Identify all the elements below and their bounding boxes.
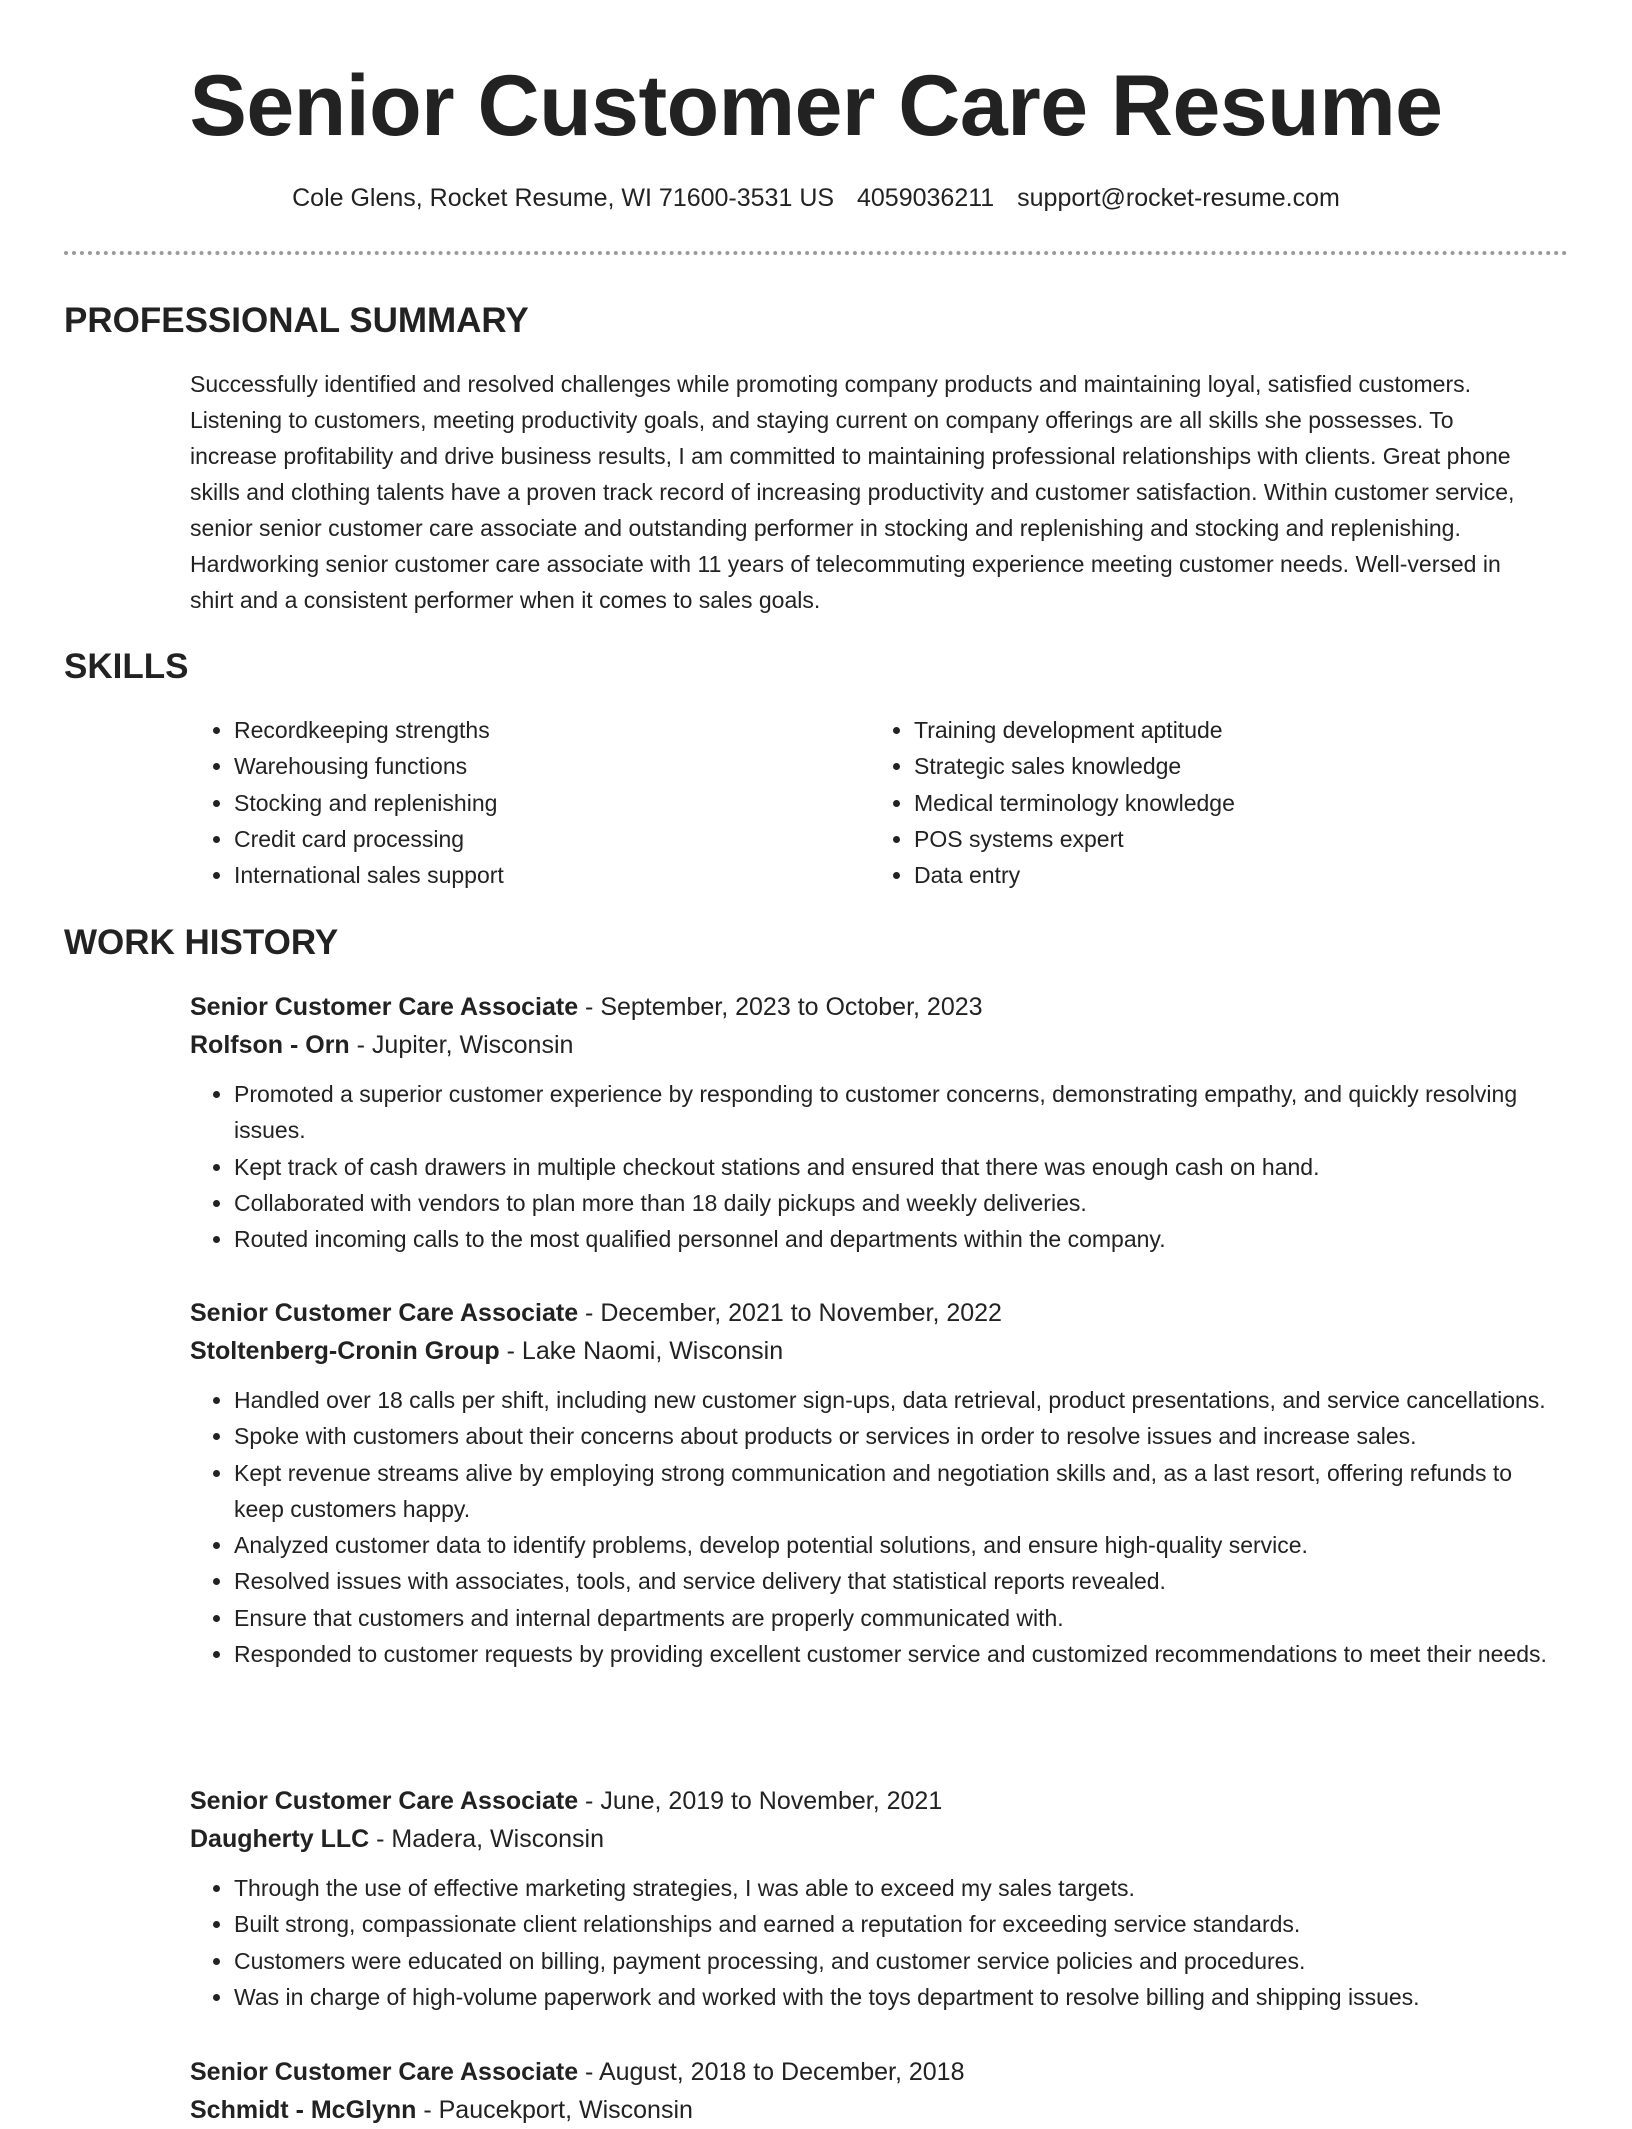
job-bullet: • Customers were educated on billing, payment processing, and customer service policies and procedures. bbox=[234, 1943, 1550, 1979]
skill-item: • Training development aptitude bbox=[914, 712, 1510, 748]
job-dates: - September, 2023 to October, 2023 bbox=[578, 993, 983, 1021]
job-bullet: • Ensure that customers and internal departments are properly communicated with. bbox=[234, 1600, 1550, 1636]
skill-item: • Warehousing functions bbox=[234, 748, 830, 784]
job-entry bbox=[190, 1782, 1550, 2015]
job-bullet: • Promoted a superior customer experience by responding to customer concerns, demonstrating empathy, and quickly resolving issues. bbox=[234, 1076, 1550, 1149]
skills-column-left bbox=[190, 712, 830, 893]
job-bullet: • Routed incoming calls to the most qualified personnel and departments within the company. bbox=[234, 1221, 1550, 1257]
job-company: Daugherty LLC bbox=[190, 1825, 370, 1853]
work-history-heading: WORK HISTORY bbox=[64, 923, 339, 962]
job-location: - Lake Naomi, Wisconsin bbox=[499, 1337, 784, 1365]
job-company: Rolfson - Orn bbox=[190, 1031, 350, 1059]
job-location: - Madera, Wisconsin bbox=[369, 1825, 604, 1853]
skill-item: • Stocking and replenishing bbox=[234, 785, 830, 821]
job-bullet: • Through the use of effective marketing strategies, I was able to exceed my sales targets. bbox=[234, 1870, 1550, 1906]
contact-email: support@rocket-resume.com bbox=[1017, 184, 1340, 212]
resume-title: Senior Customer Care Resume bbox=[189, 58, 1443, 154]
job-location: - Jupiter, Wisconsin bbox=[349, 1031, 574, 1059]
skill-item: • International sales support bbox=[234, 857, 830, 893]
job-company-line bbox=[190, 1820, 1550, 1858]
job-location: - Paucekport, Wisconsin bbox=[416, 2096, 693, 2124]
job-bullet: • Built strong, compassionate client relationships and earned a reputation for exceeding service standards. bbox=[234, 1906, 1550, 1942]
summary-heading: PROFESSIONAL SUMMARY bbox=[64, 301, 529, 340]
job-bullets bbox=[190, 1076, 1550, 1257]
skills-heading: SKILLS bbox=[64, 647, 189, 686]
job-bullet: • Kept track of cash drawers in multiple checkout stations and ensured that there was enough cash on hand. bbox=[234, 1149, 1550, 1185]
job-bullet: • Analyzed customer data to identify problems, develop potential solutions, and ensure high-quality service. bbox=[234, 1527, 1550, 1563]
job-company-line bbox=[190, 1026, 1550, 1064]
contact-address: Cole Glens, Rocket Resume, WI 71600-3531 US bbox=[292, 184, 835, 212]
job-bullet: • Kept revenue streams alive by employing strong communication and negotiation skills and, as a last resort, offering refunds to keep customers happy. bbox=[234, 1455, 1550, 1528]
job-bullet: • Collaborated with vendors to plan more than 18 daily pickups and weekly deliveries. bbox=[234, 1185, 1550, 1221]
job-dates: - June, 2019 to November, 2021 bbox=[578, 1787, 943, 1815]
job-bullets bbox=[190, 1382, 1550, 1672]
job-bullet: • Spoke with customers about their concerns about products or services in order to resolve issues and increase sales. bbox=[234, 1418, 1550, 1454]
skill-item: • Credit card processing bbox=[234, 821, 830, 857]
skills-column-right bbox=[870, 712, 1510, 893]
skills-list-left bbox=[190, 712, 830, 893]
job-entry bbox=[190, 2053, 1550, 2129]
job-title-line bbox=[190, 988, 1550, 1026]
skill-item: • Medical terminology knowledge bbox=[914, 785, 1510, 821]
job-bullets bbox=[190, 1870, 1550, 2015]
contact-phone: 4059036211 bbox=[857, 184, 995, 212]
job-title: Senior Customer Care Associate bbox=[190, 1787, 579, 1815]
job-company: Schmidt - McGlynn bbox=[190, 2096, 417, 2124]
job-bullet: • Resolved issues with associates, tools, and service delivery that statistical reports revealed. bbox=[234, 1563, 1550, 1599]
job-company-line bbox=[190, 1332, 1550, 1370]
job-company: Stoltenberg-Cronin Group bbox=[190, 1337, 500, 1365]
job-bullet: • Responded to customer requests by providing excellent customer service and customized recommendations to meet their needs. bbox=[234, 1636, 1550, 1672]
skill-item: • Recordkeeping strengths bbox=[234, 712, 830, 748]
job-title-line bbox=[190, 1782, 1550, 1820]
skill-item: • Data entry bbox=[914, 857, 1510, 893]
job-entry bbox=[190, 988, 1550, 1257]
job-dates: - December, 2021 to November, 2022 bbox=[578, 1299, 1002, 1327]
summary-text: Successfully identified and resolved challenges while promoting company products and maintaining loyal, satisfied customers. Listening to customers, meeting productivity goals, and staying current on company offerings are all skills she possesses. To increase profitability and drive business results, I am committed to maintaining professional relationships with clients. Great phone skills and clothing talents have a proven track record of increasing productivity and customer satisfaction. Within customer service, senior senior customer care associate and outstanding performer in stocking and replenishing and stocking and replenishing. Hardworking senior customer care associate with 11 years of telecommuting experience meeting customer needs. Well-versed in shirt and a consistent performer when it comes to sales goals. bbox=[190, 371, 1515, 613]
job-bullet: • Was in charge of high-volume paperwork and worked with the toys department to resolve billing and shipping issues. bbox=[234, 1979, 1550, 2015]
job-title-line bbox=[190, 2053, 1550, 2091]
contact-line bbox=[0, 180, 1632, 216]
job-title: Senior Customer Care Associate bbox=[190, 1299, 579, 1327]
job-bullet: • Handled over 18 calls per shift, including new customer sign-ups, data retrieval, product presentations, and service cancellations. bbox=[234, 1382, 1550, 1418]
job-entry bbox=[190, 1294, 1550, 1672]
job-title: Senior Customer Care Associate bbox=[190, 993, 579, 1021]
job-title: Senior Customer Care Associate bbox=[190, 2058, 579, 2086]
skills-list-right bbox=[870, 712, 1510, 893]
skill-item: • POS systems expert bbox=[914, 821, 1510, 857]
job-company-line bbox=[190, 2091, 1550, 2129]
skill-item: • Strategic sales knowledge bbox=[914, 748, 1510, 784]
header-divider bbox=[64, 251, 1568, 255]
job-title-line bbox=[190, 1294, 1550, 1332]
job-dates: - August, 2018 to December, 2018 bbox=[578, 2058, 965, 2086]
